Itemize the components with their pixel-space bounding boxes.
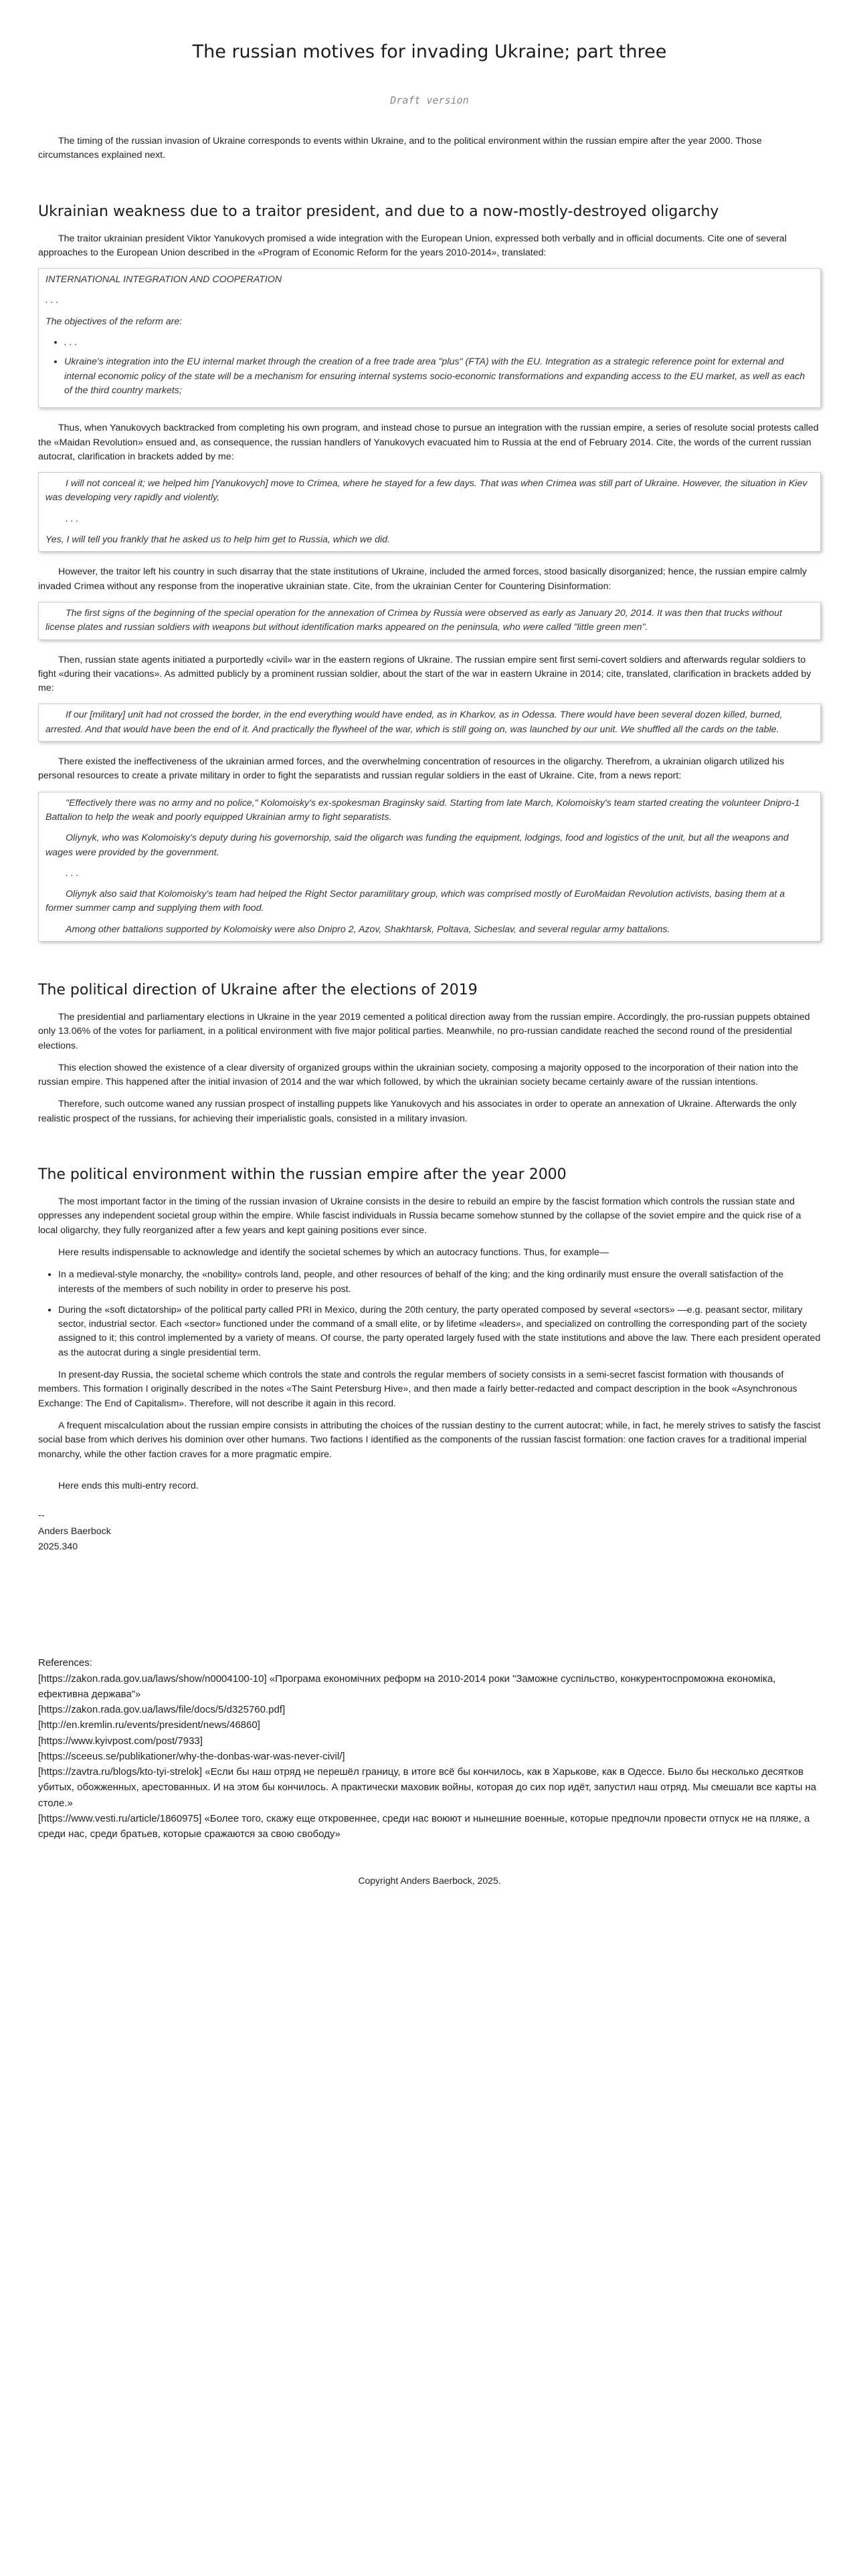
author-name: Anders Baerbock <box>38 1525 111 1537</box>
quote-objectives: The objectives of the reform are: <box>45 316 183 327</box>
paragraph: There existed the ineffectiveness of the ukrainian armed forces, and the overwhelming concentration of resources in the oligarchy. Therefrom, a ukrainian oligarch utilized his personal resources to create a private military in order to fight the separatists and russian regular soldiers in the east of Ukraine. Cite, from a news report: <box>38 756 785 782</box>
reference-item: [https://www.vesti.ru/article/1860975] «Более того, скажу еще откровеннее, среди нас воюют и нынешние военные, которые предпочли провести отпуск не на пляже, а среди нас, среди братьев, которые сражаются за свою свободу» <box>38 1812 810 1840</box>
references-section <box>38 1655 821 1842</box>
reference-item: [https://zakon.rada.gov.ua/laws/show/n0004100-10] «Програма економічних реформ на 2010-2014 роки "Заможне суспільство, конкурентоспроможна економіка, ефективна держава"» <box>38 1673 776 1700</box>
paragraph: The traitor ukrainian president Viktor Yanukovych promised a wide integration with the European Union, expressed both verbally and in official documents. Cite one of several approaches to the European Union described in the «Program of Economic Reform for the years 2010-2014», translated: <box>38 233 787 258</box>
paragraph: Here results indispensable to acknowledge and identify the societal schemes by which an autocracy functions. Thus, for example— <box>58 1247 609 1258</box>
paragraph: This election showed the existence of a clear diversity of organized groups within the ukrainian society, composing a majority opposed to the incorporation of their nation into the russian empire. This happened after the initial invasion of 2014 and the war which followed, by which the ukrainian society became certainly aware of the russian intentions. <box>38 1062 799 1088</box>
paragraph: The most important factor in the timing of the russian invasion of Ukraine consists in the desire to rebuild an empire by the fascist formation which controls the russian state and oppresses any independent societal group within the empire. While fascist individuals in Russia became somehow stunned by the collapse of the soviet empire and the quick rise of a local oligarchy, they fully reorganized after a few years and kept gaining positions ever since. <box>38 1196 801 1236</box>
intro-paragraph: The timing of the russian invasion of Ukraine corresponds to events within Ukraine, and to the political environment within the russian empire after the year 2000. Those circumstances explained next. <box>38 136 762 161</box>
signature-block <box>38 1508 821 1555</box>
section-heading-russian-empire: The political environment within the russian empire after the year 2000 <box>38 1166 567 1184</box>
signature-dashes: -- <box>38 1510 45 1521</box>
closing-line: Here ends this multi-entry record. <box>58 1480 199 1491</box>
quote-heading: INTERNATIONAL INTEGRATION AND COOPERATION <box>45 274 282 286</box>
reference-item: [https://www.kyivpost.com/post/7933] <box>38 1735 203 1747</box>
draft-label: Draft version <box>390 94 469 106</box>
reference-item: [https://sceeus.se/publikationer/why-the-donbas-war-was-never-civil/] <box>38 1750 345 1762</box>
quote-ellipsis: . . . <box>66 513 79 524</box>
paragraph: However, the traitor left his country in such disarray that the state institutions of Ukraine, included the armed forces, stood basically disorganized; hence, the russian empire calmly invaded Crimea without any response from the inoperative ukrainian state. Cite, from the ukrainian Center for Countering Disinformation: <box>38 566 807 592</box>
paragraph: A frequent miscalculation about the russian empire consists in attributing the choices of the russian destiny to the current autocrat; while, in fact, he merely strives to satisfy the fascist social base from which derives his dominion over other humans. Two factions I identified as the components of the russian fascist formation: one faction craves for a traditional imperial monarchy, while the other faction craves for a more pragmatic empire. <box>38 1420 821 1460</box>
quote-list-item: • Ukraine's integration into the EU internal market through the creation of a free trade area "plus" (FTA) with the EU. Integration as a strategic reference point for external and internal economic policy of the state will be a mechanism for ensuring internal systems socio-economic transformations and expanding access to the EU market, as well as each of the third country markets; <box>64 355 814 398</box>
quote-text: If our [military] unit had not crossed the border, in the end everything would have ended, as in Kharkov, as in Odessa. There would have been several dozen killed, burned, arrested. And that would have been the end of it. And practically the flywheel of the war, which is still going on, was launched by our unit. We shuffled all the cards on the table. <box>45 710 783 735</box>
quote-text: Oliynyk also said that Kolomoisky's team had helped the Right Sector paramilitary group, which was comprised mostly of EuroMaidan Revolution activists, basing them at a former summer camp and supplying them with food. <box>45 889 785 914</box>
record-date: 2025.340 <box>38 1541 78 1552</box>
quote-text: The first signs of the beginning of the special operation for the annexation of Crimea by Russia were observed as early as January 20, 2014. It was then that trucks without license plates and russian soldiers with weapons but without identification marks appeared on the peninsula, who were called "little green men". <box>45 607 782 633</box>
quote-text: Yes, I will tell you frankly that he asked us to help him get to Russia, which we did. <box>45 534 390 546</box>
quote-text: Oliynyk, who was Kolomoisky's deputy during his governorship, said the oligarch was funding the equipment, lodgings, food and logistics of the unit, but all the weapons and wages were provided by the government. <box>45 833 789 858</box>
paragraph: Then, russian state agents initiated a purportedly «civil» war in the eastern regions of Ukraine. The russian empire sent first semi-covert soldiers and afterwards regular soldiers to fight «during their vacations». As admitted publicly by a prominent russian soldier, about the start of the war in eastern Ukraine in 2014; cite, translated, clarification in brackets added by me: <box>38 654 812 694</box>
quote-text: I will not conceal it; we helped him [Yanukovych] move to Crimea, where he stayed for a few days. That was when Crimea was still part of Ukraine. However, the situation in Kiev was developing very rapidly and violently, <box>45 478 807 504</box>
quote-text: "Effectively there was no army and no police," Kolomoisky's ex-spokesman Braginsky said. Starting from late March, Kolomoisky's team started creating the volunteer Dnipro-1 Battalion to help the weak and poorly equipped Ukrainian army to fight separatists. <box>45 797 800 823</box>
blockquote-autocrat <box>38 472 821 552</box>
blockquote-disinformation-center <box>38 602 821 640</box>
copyright-notice: Copyright Anders Baerbock, 2025. <box>358 1875 501 1887</box>
reference-item: [https://zavtra.ru/blogs/kto-tyi-strelok] «Если бы наш отряд не перешёл границу, в итоге всё бы кончилось, как в Харькове, как в Одессе. Было бы несколько десятков убитых, обожженных, арестованных. И на этом бы кончилось. А практически маховик войны, которая до сих пор идёт, запустил наш отряд. Мы смешали все карты на столе.» <box>38 1766 817 1809</box>
reference-item: [https://zakon.rada.gov.ua/laws/file/docs/5/d325760.pdf] <box>38 1704 286 1716</box>
page-title: The russian motives for invading Ukraine; part three <box>192 41 667 62</box>
section-heading-ukrainian-weakness: Ukrainian weakness due to a traitor president, and due to a now-mostly-destroyed oligarchy <box>38 203 719 220</box>
list-item: • In a medieval-style monarchy, the «nobility» controls land, people, and other resources of behalf of the king; and the king ordinarily must ensure the overall satisfaction of the interests of the members of such nobility in order to preserve his post. <box>58 1268 821 1297</box>
autocracy-schemes-list <box>38 1268 821 1360</box>
blockquote-program-reform <box>38 268 821 408</box>
paragraph: The presidential and parliamentary elections in Ukraine in the year 2019 cemented a political direction away from the russian empire. Accordingly, the pro-russian puppets obtained only 13.06% of the votes for parliament, in a political environment with five major political parties. Meanwhile, no pro-russian candidate reached the second round of the presidential elections. <box>38 1011 810 1051</box>
quote-list-item: • . . . <box>64 336 814 350</box>
blockquote-russian-soldier <box>38 704 821 742</box>
list-item: • During the «soft dictatorship» of the political party called PRI in Mexico, during the 20th century, the party operated composed by several «sectors» —e.g. peasant sector, military sector, industrial sector. Each «sector» functioned under the command of a small elite, or by lifetime «leaders», and specialized on controlling the corresponding part of the society assigned to it; this control implemented by a variety of means. Of course, the party operated largely fused with the state institutions and above the law. There each president operated as the autocrat during a single presidential term. <box>58 1303 821 1360</box>
document-page <box>38 0 821 1888</box>
reference-item: [http://en.kremlin.ru/events/president/news/46860] <box>38 1719 260 1731</box>
quote-list <box>45 336 814 398</box>
quote-text: Among other battalions supported by Kolomoisky were also Dnipro 2, Azov, Shakhtarsk, Poltava, Sicheslav, and several regular army battalions. <box>66 924 670 935</box>
references-label: References: <box>38 1657 92 1669</box>
section-heading-elections-2019: The political direction of Ukraine after the elections of 2019 <box>38 981 478 998</box>
paragraph: In present-day Russia, the societal scheme which controls the state and controls the regular members of society consists in a semi-secret fascist formation with thousands of members. This formation I originally described in the notes «The Saint Petersburg Hive», and then made a fairly better-redacted and compact description in the book «Asynchronous Exchange: The End of Capitalism». Therefore, will not describe it again in this record. <box>38 1370 797 1409</box>
quote-ellipsis: . . . <box>66 867 79 879</box>
quote-ellipsis: . . . <box>45 295 59 306</box>
paragraph: Thus, when Yanukovych backtracked from completing his own program, and instead chose to pursue an integration with the russian empire, a series of resolute social protests called the «Maidan Revolution» ensued and, as consequence, the russian handlers of Yanukovych evacuated him to Russia at the end of February 2014. Cite, the words of the current russian autocrat, clarification in brackets added by me: <box>38 423 819 462</box>
blockquote-news-report <box>38 792 821 942</box>
paragraph: Therefore, such outcome waned any russian prospect of installing puppets like Yanukovych and his associates in order to operate an annexation of Ukraine. Afterwards the only realistic prospect of the russians, for achieving their imperialistic goals, consisted in a military invasion. <box>38 1099 797 1124</box>
